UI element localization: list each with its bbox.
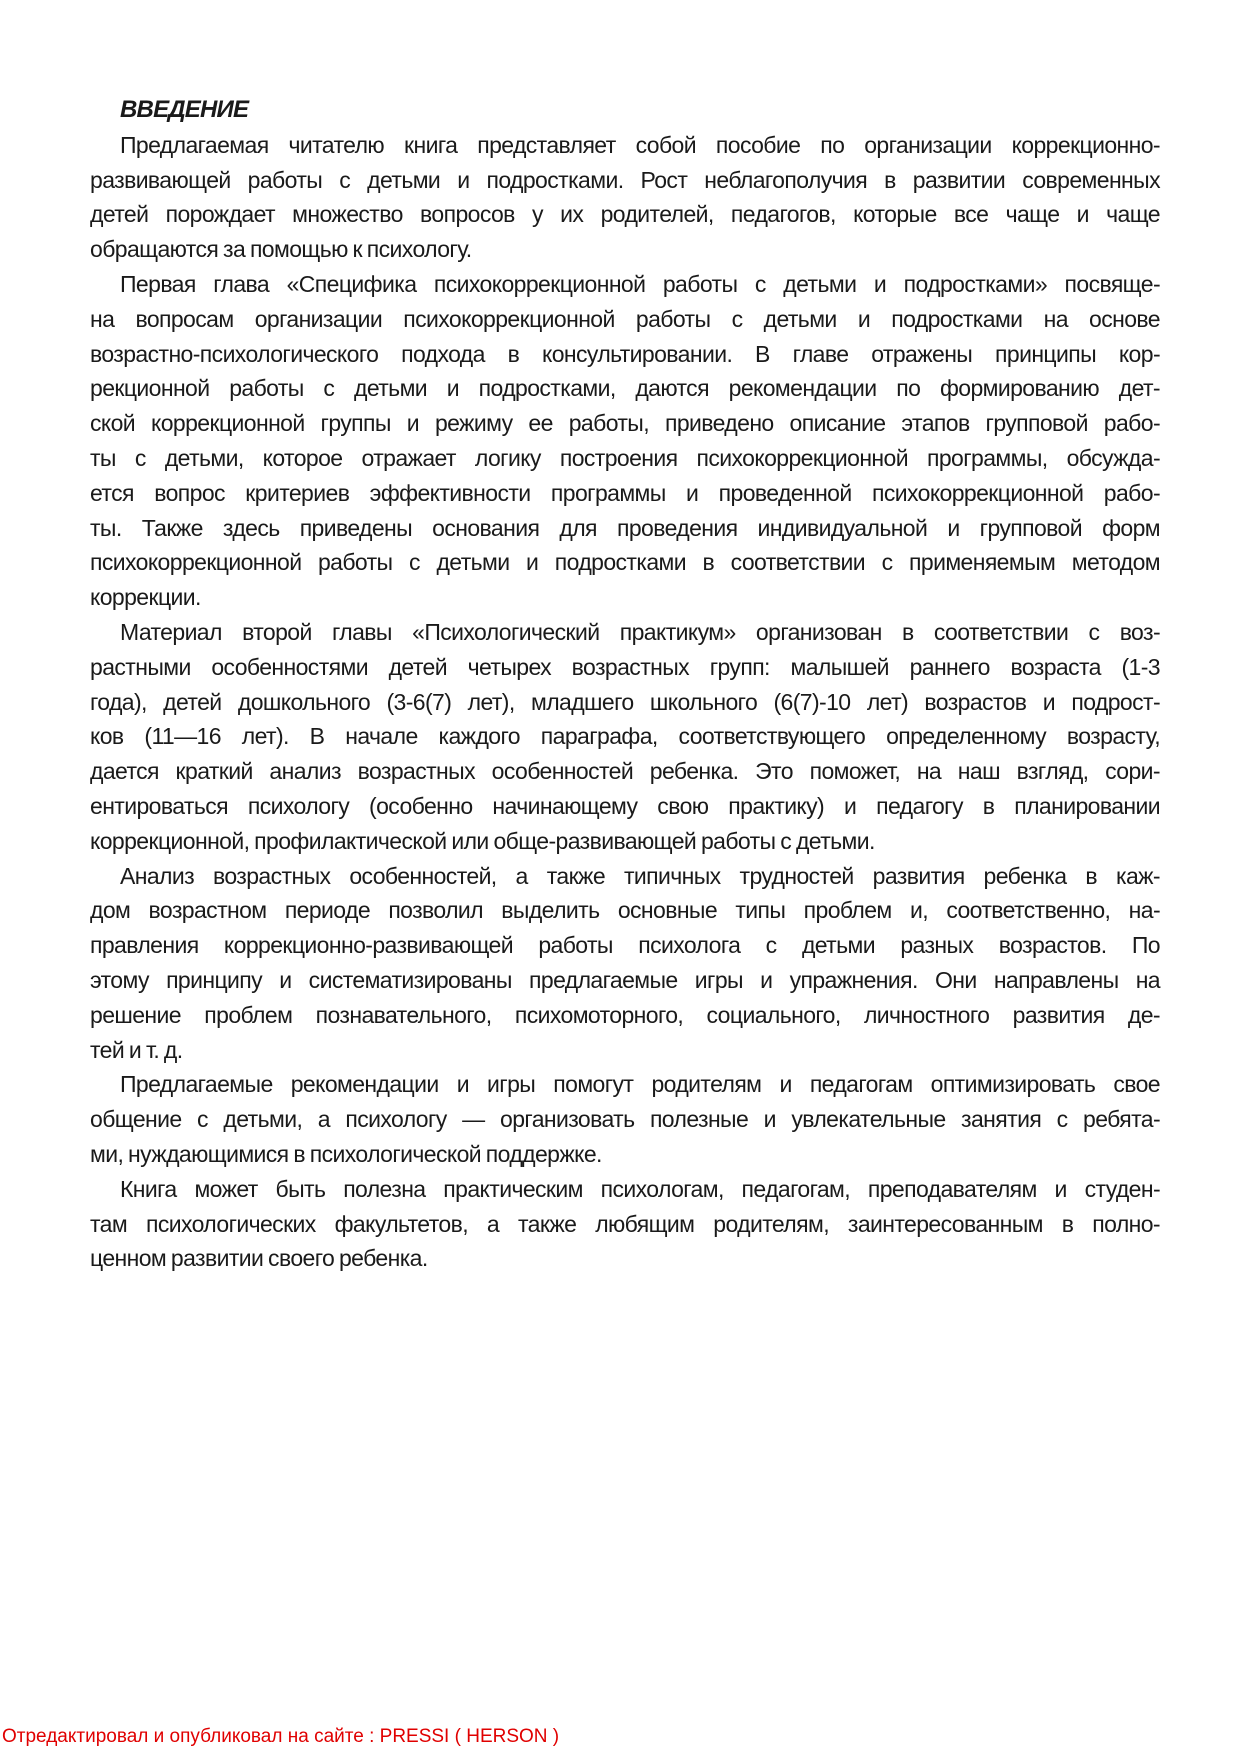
text-line: ентироваться психологу (особенно начинающему свою практику) и педагогу в планировании [90,792,1160,819]
text-line: Книга может быть полезна практическим психологам, педагогам, преподавателям и студен- [120,1175,1160,1202]
text-line: развивающей работы с детьми и подростками. Рост неблагополучия в развитии современных [90,166,1160,193]
text-line: Предлагаемая читателю книга представляет собой пособие по организации коррекционно- [120,131,1160,158]
paragraph [90,267,1160,615]
text-line: коррекции. [90,584,201,611]
text-line: Первая глава «Специфика психокоррекционной работы с детьми и подростками» посвяще- [120,270,1160,297]
text-line: на вопросам организации психокоррекционной работы с детьми и подростками на основе [90,305,1160,332]
paragraph [90,859,1160,1068]
text-line: дом возрастном периоде позволил выделить основные типы проблем и, соответственно, на- [90,897,1160,924]
text-line: обращаются за помощью к психологу. [90,236,472,263]
text-line: правления коррекционно-развивающей работы психолога с детьми разных возрастов. По [90,932,1160,959]
text-line: дается краткий анализ возрастных особенностей ребенка. Это поможет, на наш взгляд, сори- [90,758,1160,785]
text-line: этому принципу и систематизированы предлагаемые игры и упражнения. Они направлены на [90,966,1160,993]
text-line: детей порождает множество вопросов у их родителей, педагогов, которые все чаще и чаще [90,201,1160,228]
text-line: ется вопрос критериев эффективности программы и проведенной психокоррекционной рабо- [90,479,1160,506]
text-line: Материал второй главы «Психологический практикум» организован в соответствии с воз- [120,618,1160,645]
text-line: ценном развитии своего ребенка. [90,1245,428,1272]
text-line: Предлагаемые рекомендации и игры помогут родителям и педагогам оптимизировать свое [120,1071,1160,1098]
paragraph [90,1067,1160,1171]
publisher-footer: Отредактировал и опубликовал на сайте : PRESSI ( HERSON ) [2,1726,560,1747]
text-line: решение проблем познавательного, психомоторного, социального, личностного развития де- [90,1001,1160,1028]
text-line: ты с детьми, которое отражает логику построения психокоррекционной программы, обсужда- [90,444,1160,471]
text-line: тей и т. д. [90,1036,183,1063]
text-line: возрастно-психологического подхода в консультировании. В главе отражены принципы кор- [90,340,1160,367]
text-line: общение с детьми, а психологу — организовать полезные и увлекательные занятия с ребята- [90,1106,1160,1133]
document-body [90,128,1160,1276]
text-line: ской коррекционной группы и режиму ее работы, приведено описание этапов групповой рабо- [90,410,1160,437]
paragraph [90,615,1160,859]
paragraph [90,1172,1160,1276]
paragraph [90,128,1160,267]
text-line: ми, нуждающимися в психологической поддержке. [90,1140,602,1167]
document-page [90,93,1160,1276]
text-line: рекционной работы с детьми и подростками, даются рекомендации по формированию дет- [90,375,1160,402]
text-line: психокоррекционной работы с детьми и подростками в соответствии с применяемым методом [90,549,1160,576]
text-line: ты. Также здесь приведены основания для проведения индивидуальной и групповой форм [90,514,1160,541]
text-line: Анализ возрастных особенностей, а также типичных трудностей развития ребенка в каж- [120,862,1160,889]
text-line: коррекционной, профилактической или обще-развивающей работы с детьми. [90,827,875,854]
text-line: ков (11—16 лет). В начале каждого параграфа, соответствующего определенному возрасту, [90,723,1160,750]
text-line: года), детей дошкольного (3-6(7) лет), младшего школьного (6(7)-10 лет) возрастов и подрост- [90,688,1160,715]
section-heading: ВВЕДЕНИЕ [120,96,249,123]
text-line: растными особенностями детей четырех возрастных групп: малышей раннего возраста (1-3 [90,653,1160,680]
text-line: там психологических факультетов, а также любящим родителям, заинтересованным в полно- [90,1210,1160,1237]
